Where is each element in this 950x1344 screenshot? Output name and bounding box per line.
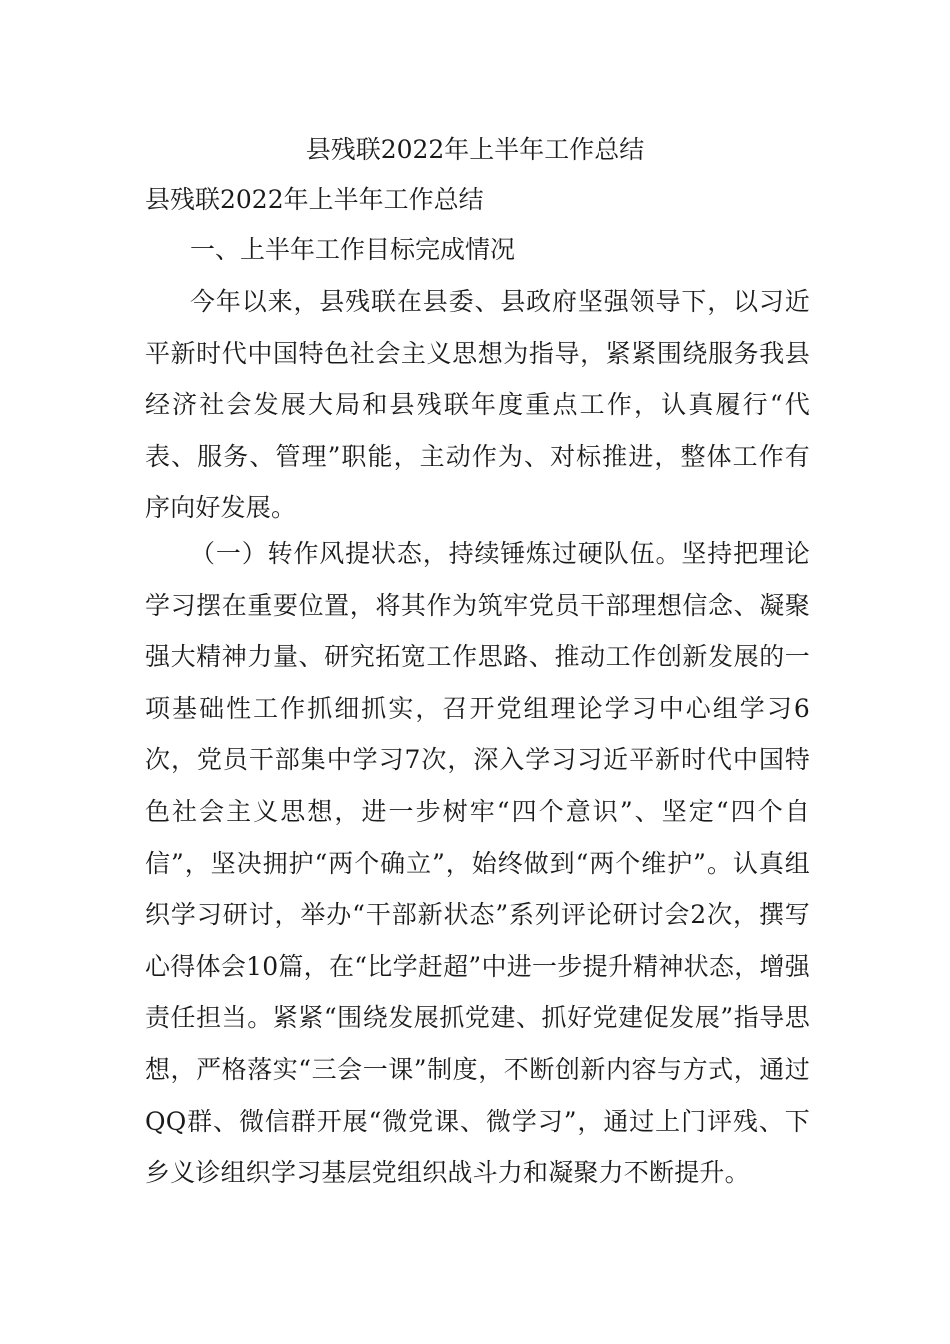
- document-subtitle: 县残联2022年上半年工作总结: [145, 185, 484, 214]
- section-heading: 一、上半年工作目标完成情况: [190, 235, 516, 264]
- paragraph-section-1: （一）转作风提状态，持续锤炼过硬队伍。坚持把理论学习摆在重要位置，将其作为筑牢党员干部理想信念、凝聚强大精神力量、研究拓宽工作思路、推动工作创新发展的一项基础性工作抓细抓实，召开党组理论学习中心组学习6次，党员干部集中学习7次，深入学习习近平新时代中国特色社会主义思想，进一步树牢“四个意识”、坚定“四个自信”，坚决拥护“两个确立”，始终做到“两个维护”。认真组织学习研讨，举办“干部新状态”系列评论研讨会2次，撰写心得体会10篇，在“比学赶超”中进一步提升精神状态，增强责任担当。紧紧“围绕发展抓党建、抓好党建促发展”指导思想，严格落实“三会一课”制度，不断创新内容与方式，通过QQ群、微信群开展“微党课、微学习”，通过上门评残、下乡义诊组织学习基层党组织战斗力和凝聚力不断提升。: [145, 539, 810, 1188]
- paragraph-intro: 今年以来，县残联在县委、县政府坚强领导下，以习近平新时代中国特色社会主义思想为指导，紧紧围绕服务我县经济社会发展大局和县残联年度重点工作，认真履行“代表、服务、管理”职能，主动作为、对标推进，整体工作有序向好发展。: [145, 287, 810, 523]
- document-title: 县残联2022年上半年工作总结: [305, 135, 645, 164]
